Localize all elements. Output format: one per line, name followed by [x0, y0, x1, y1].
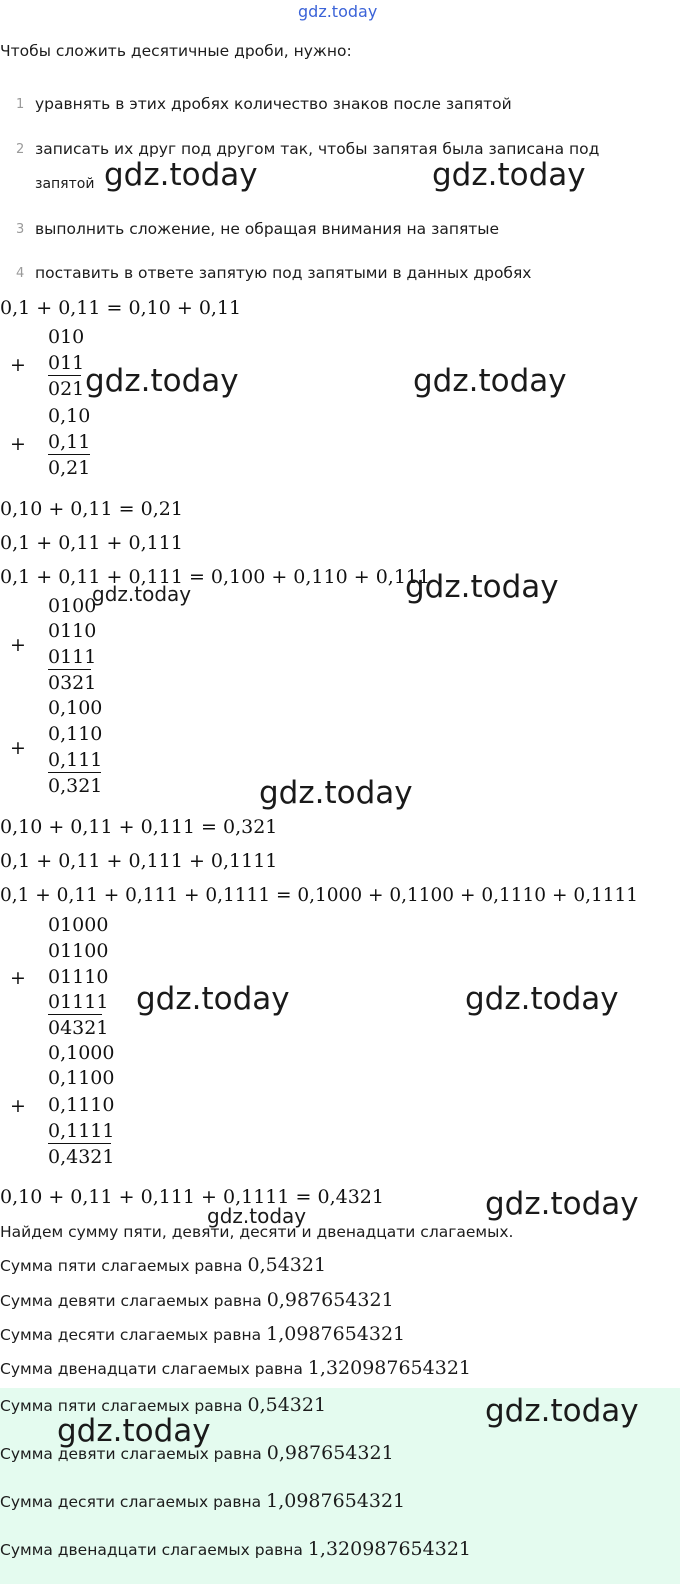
sum-line — [48, 454, 90, 455]
column-result: 021 — [48, 378, 85, 400]
column-term: 01100 — [48, 940, 109, 962]
plus-sign: + — [10, 967, 26, 989]
plus-sign: + — [10, 354, 26, 376]
watermark: gdz.today — [207, 1204, 307, 1228]
column-term: 0,1110 — [48, 1094, 115, 1116]
expression: 0,1 + 0,11 + 0,111 + 0,1111 — [0, 850, 278, 872]
answer-label: Сумма девяти слагаемых равна — [0, 1445, 262, 1463]
column-result: 0,21 — [48, 457, 91, 479]
plus-sign: + — [10, 634, 26, 656]
column-result: 0,4321 — [48, 1146, 115, 1168]
sum-value: 0,54321 — [247, 1254, 327, 1276]
answer-label: Сумма пяти слагаемых равна — [0, 1397, 243, 1415]
sum-value: 0,987654321 — [266, 1289, 394, 1311]
answer-line — [0, 1538, 471, 1560]
watermark: gdz.today — [485, 1186, 639, 1222]
step-text: записать их друг под другом так, чтобы запятая была записана под — [35, 140, 600, 158]
result-equation: 0,10 + 0,11 + 0,111 = 0,321 — [0, 816, 278, 838]
column-term: 0,1100 — [48, 1067, 115, 1089]
step-text: поставить в ответе запятую под запятыми в данных дробях — [35, 264, 532, 282]
column-term: 0,10 — [48, 405, 91, 427]
answer-label: Сумма двенадцати слагаемых равна — [0, 1541, 303, 1559]
column-term: 0,1111 — [48, 1120, 115, 1142]
sum-line-text — [0, 1357, 471, 1379]
answer-line — [0, 1490, 405, 1512]
watermark: gdz.today — [104, 157, 258, 193]
step-text: уравнять в этих дробях количество знаков после запятой — [35, 95, 512, 113]
step-text-cont: запятой — [35, 176, 95, 192]
sum-line — [48, 772, 101, 773]
watermark: gdz.today — [432, 157, 586, 193]
column-term: 0110 — [48, 620, 97, 642]
step-number: 2 — [16, 142, 25, 157]
sum-line-text — [0, 1254, 326, 1276]
plus-sign: + — [10, 433, 26, 455]
column-term: 0100 — [48, 595, 97, 617]
expression: 0,1 + 0,11 + 0,111 — [0, 532, 183, 554]
column-term: 0,1000 — [48, 1042, 115, 1064]
result-equation: 0,10 + 0,11 + 0,111 + 0,1111 = 0,4321 — [0, 1186, 384, 1208]
answer-value: 0,54321 — [247, 1394, 327, 1416]
watermark: gdz.today — [85, 363, 239, 399]
column-term: 0,11 — [48, 431, 91, 453]
column-result: 0,321 — [48, 775, 103, 797]
answer-value: 1,320987654321 — [307, 1538, 472, 1560]
step-number: 4 — [16, 266, 25, 281]
answer-label: Сумма десяти слагаемых равна — [0, 1493, 262, 1511]
column-term: 010 — [48, 326, 85, 348]
answer-value: 0,987654321 — [266, 1442, 394, 1464]
sum-label: Сумма двенадцати слагаемых равна — [0, 1360, 303, 1378]
column-term: 01000 — [48, 914, 109, 936]
answer-value: 1,0987654321 — [266, 1490, 406, 1512]
sum-line — [48, 1014, 102, 1015]
column-result: 0321 — [48, 672, 97, 694]
sum-value: 1,0987654321 — [266, 1323, 406, 1345]
watermark: gdz.today — [465, 981, 619, 1017]
sum-line — [48, 1143, 111, 1144]
column-term: 0111 — [48, 646, 97, 668]
sum-label: Сумма пяти слагаемых равна — [0, 1257, 243, 1275]
equation: 0,1 + 0,11 + 0,111 + 0,1111 = 0,1000 + 0,1100 + 0,1110 + 0,1111 — [0, 885, 639, 906]
step-number: 1 — [16, 97, 25, 112]
watermark: gdz.today — [259, 775, 413, 811]
step-number: 3 — [16, 222, 25, 237]
intro-text: Чтобы сложить десятичные дроби, нужно: — [0, 42, 352, 60]
sum-label: Сумма десяти слагаемых равна — [0, 1326, 262, 1344]
equation: 0,1 + 0,11 + 0,111 = 0,100 + 0,110 + 0,111 — [0, 566, 431, 588]
column-term: 011 — [48, 352, 85, 374]
watermark: gdz.today — [57, 1413, 211, 1449]
watermark: gdz.today — [485, 1393, 639, 1429]
watermark: gdz.today — [405, 569, 559, 605]
sum-label: Сумма девяти слагаемых равна — [0, 1292, 262, 1310]
equation: 0,1 + 0,11 = 0,10 + 0,11 — [0, 297, 242, 319]
sum-value: 1,320987654321 — [307, 1357, 472, 1379]
find-text: Найдем сумму пяти, девяти, десяти и двенадцати слагаемых. — [0, 1223, 514, 1241]
watermark: gdz.today — [413, 363, 567, 399]
step-text: выполнить сложение, не обращая внимания на запятые — [35, 220, 500, 238]
sum-line — [48, 375, 81, 376]
watermark: gdz.today — [92, 582, 192, 606]
plus-sign: + — [10, 737, 26, 759]
sum-line-text — [0, 1289, 394, 1311]
column-term: 01110 — [48, 966, 109, 988]
column-result: 04321 — [48, 1017, 109, 1039]
sum-line — [48, 669, 91, 670]
site-link[interactable]: gdz.today — [298, 2, 378, 21]
sum-line-text — [0, 1323, 405, 1345]
column-term: 0,111 — [48, 749, 103, 771]
column-term: 01111 — [48, 991, 109, 1013]
plus-sign: + — [10, 1095, 26, 1117]
result-equation: 0,10 + 0,11 = 0,21 — [0, 498, 183, 520]
column-term: 0,100 — [48, 697, 103, 719]
column-term: 0,110 — [48, 723, 103, 745]
watermark: gdz.today — [136, 981, 290, 1017]
